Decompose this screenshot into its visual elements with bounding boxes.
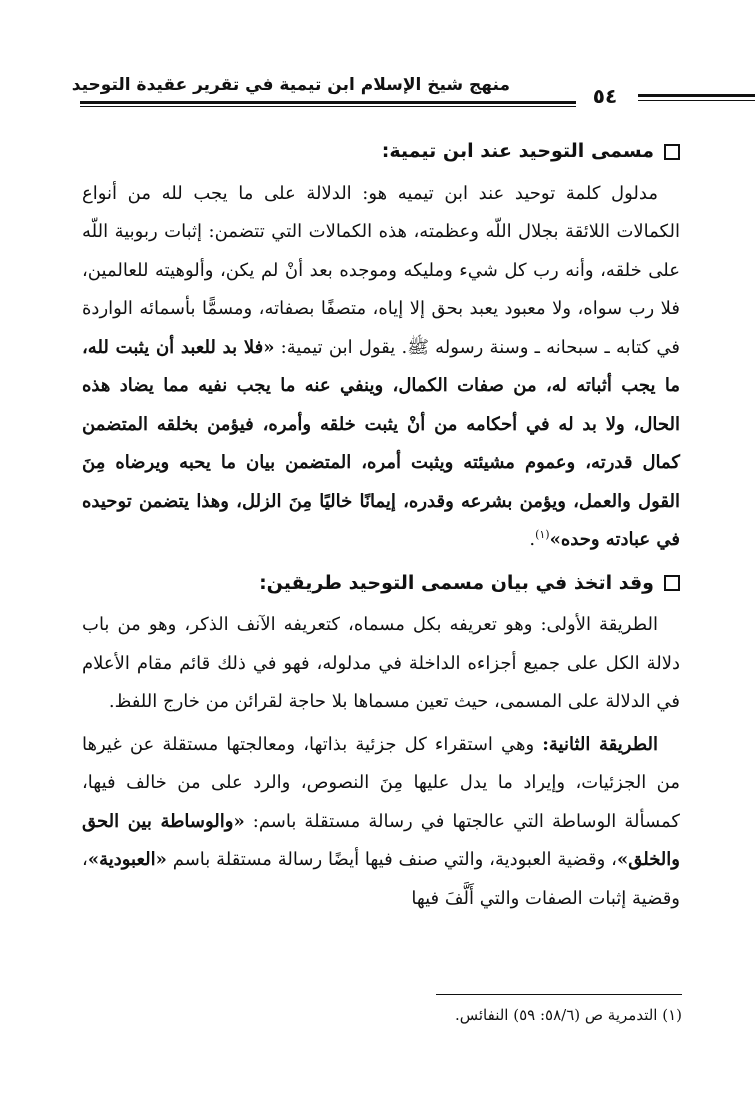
checkbox-square-icon: [664, 144, 680, 160]
book-title-uboodiya: «العبودية»: [87, 849, 167, 870]
checkbox-square-icon: [664, 575, 680, 591]
main-text: [82, 132, 680, 918]
book-title-wasata: «والوساطة بين الحق والخلق»: [82, 810, 680, 870]
footnote: (١) التدمرية ص (٥٨/٦: ٥٩) النفائس.: [454, 1006, 682, 1024]
paragraph-second-way: الطريقة الثانية: وهي استقراء كل جزئية بذاتها، ومعالجتها مستقلة عن غيرها من الجزئيات، وإيراد ما يدل عليها مِنَ النصوص، والرد على من خالف فيها، كمسألة الوساطة التي عالجتها في رسالة مستقلة باسم: «والوساطة بين الحق والخلق»، وقضية العبودية، والتي صنف فيها أيضًا رسالة مستقلة باسم «العبودية»، وقضية إثبات الصفات والتي أَلَّفَ فيها: [82, 733, 680, 909]
footnote-separator: [436, 994, 682, 995]
page-number-rule: [638, 94, 755, 97]
ibn-taymiyyah-quote: «فلا بد للعبد أن يثبت لله، ما يجب أثباته له، من صفات الكمال، وينفي عنه ما يجب نفيه مما يضاد هذه الحال، ولا بد له في أحكامه من أنْ يثبت خلقه وأمره، فيؤمن بخلقه المتضمن كمال قدرته، وعموم مشيئته ويثبت أمره، المتضمن بيان ما يحبه ويرضاه مِنَ القول والعمل، ويؤمن بشرعه وقدره، إيمانًا خاليًا مِنَ الزلل، وهذا يتضمن توحيده في عبادته وحده»: [82, 336, 680, 550]
running-title: منهج شيخ الإسلام ابن تيمية في تقرير عقيدة التوحيد: [71, 75, 510, 95]
header-rule: [80, 101, 576, 104]
header-rule-thin: [80, 106, 576, 107]
page-header: [71, 74, 680, 118]
section-heading-two-ways: وقد اتخذ في بيان مسمى التوحيد طريقين:: [82, 564, 680, 603]
second-way-label: الطريقة الثانية:: [542, 733, 658, 755]
footnote-reference: (١): [535, 528, 550, 541]
section-heading: مسمى التوحيد عند ابن تيمية:: [82, 132, 680, 171]
paragraph-first-way: الطريقة الأولى: وهو تعريفه بكل مسماه، كتعريفه الآنف الذكر، وهو من باب دلالة الكل على جميع أجزاءه الداخلة في مدلوله، فهو في ذلك قائم مقام الأعلام في الدلالة على المسمى، حيث تعين مسماها بلا حاجة لقرائن من خارج اللفظ.: [82, 614, 680, 712]
page-number: ٥٤: [592, 84, 618, 108]
paragraph-definition: مدلول كلمة توحيد عند ابن تيميه هو: الدلالة على ما يجب لله من أنواع الكمالات اللائقة بجلال اللّه وعظمته، هذه الكمالات التي تتضمن: إثبات ربوبية اللّه على خلقه، وأنه رب كل شيء ومليكه وموجده بعد أنْ لم يكن، وألوهيته للعالمين، فلا رب سواه، ولا معبود يعبد بحق إلا إياه، متصفًا بصفاته، ومسمًّا بأسمائه الواردة في كتابه ـ سبحانه ـ وسنة رسوله ﷺ. يقول ابن تيمية: «فلا بد للعبد أن يثبت لله، ما يجب أثباته له، من صفات الكمال، وينفي عنه ما يجب نفيه مما يضاد هذه الحال، ولا بد له في أحكامه من أنْ يثبت خلقه وأمره، فيؤمن بخلقه المتضمن كمال قدرته، وعموم مشيئته ويثبت أمره، المتضمن بيان ما يحبه ويرضاه مِنَ القول والعمل، ويؤمن بشرعه وقدره، إيمانًا خاليًا مِنَ الزلل، وهذا يتضمن توحيده في عبادته وحده»$^{(١)}$.: [82, 182, 680, 550]
page-number-rule-thin: [638, 100, 755, 101]
